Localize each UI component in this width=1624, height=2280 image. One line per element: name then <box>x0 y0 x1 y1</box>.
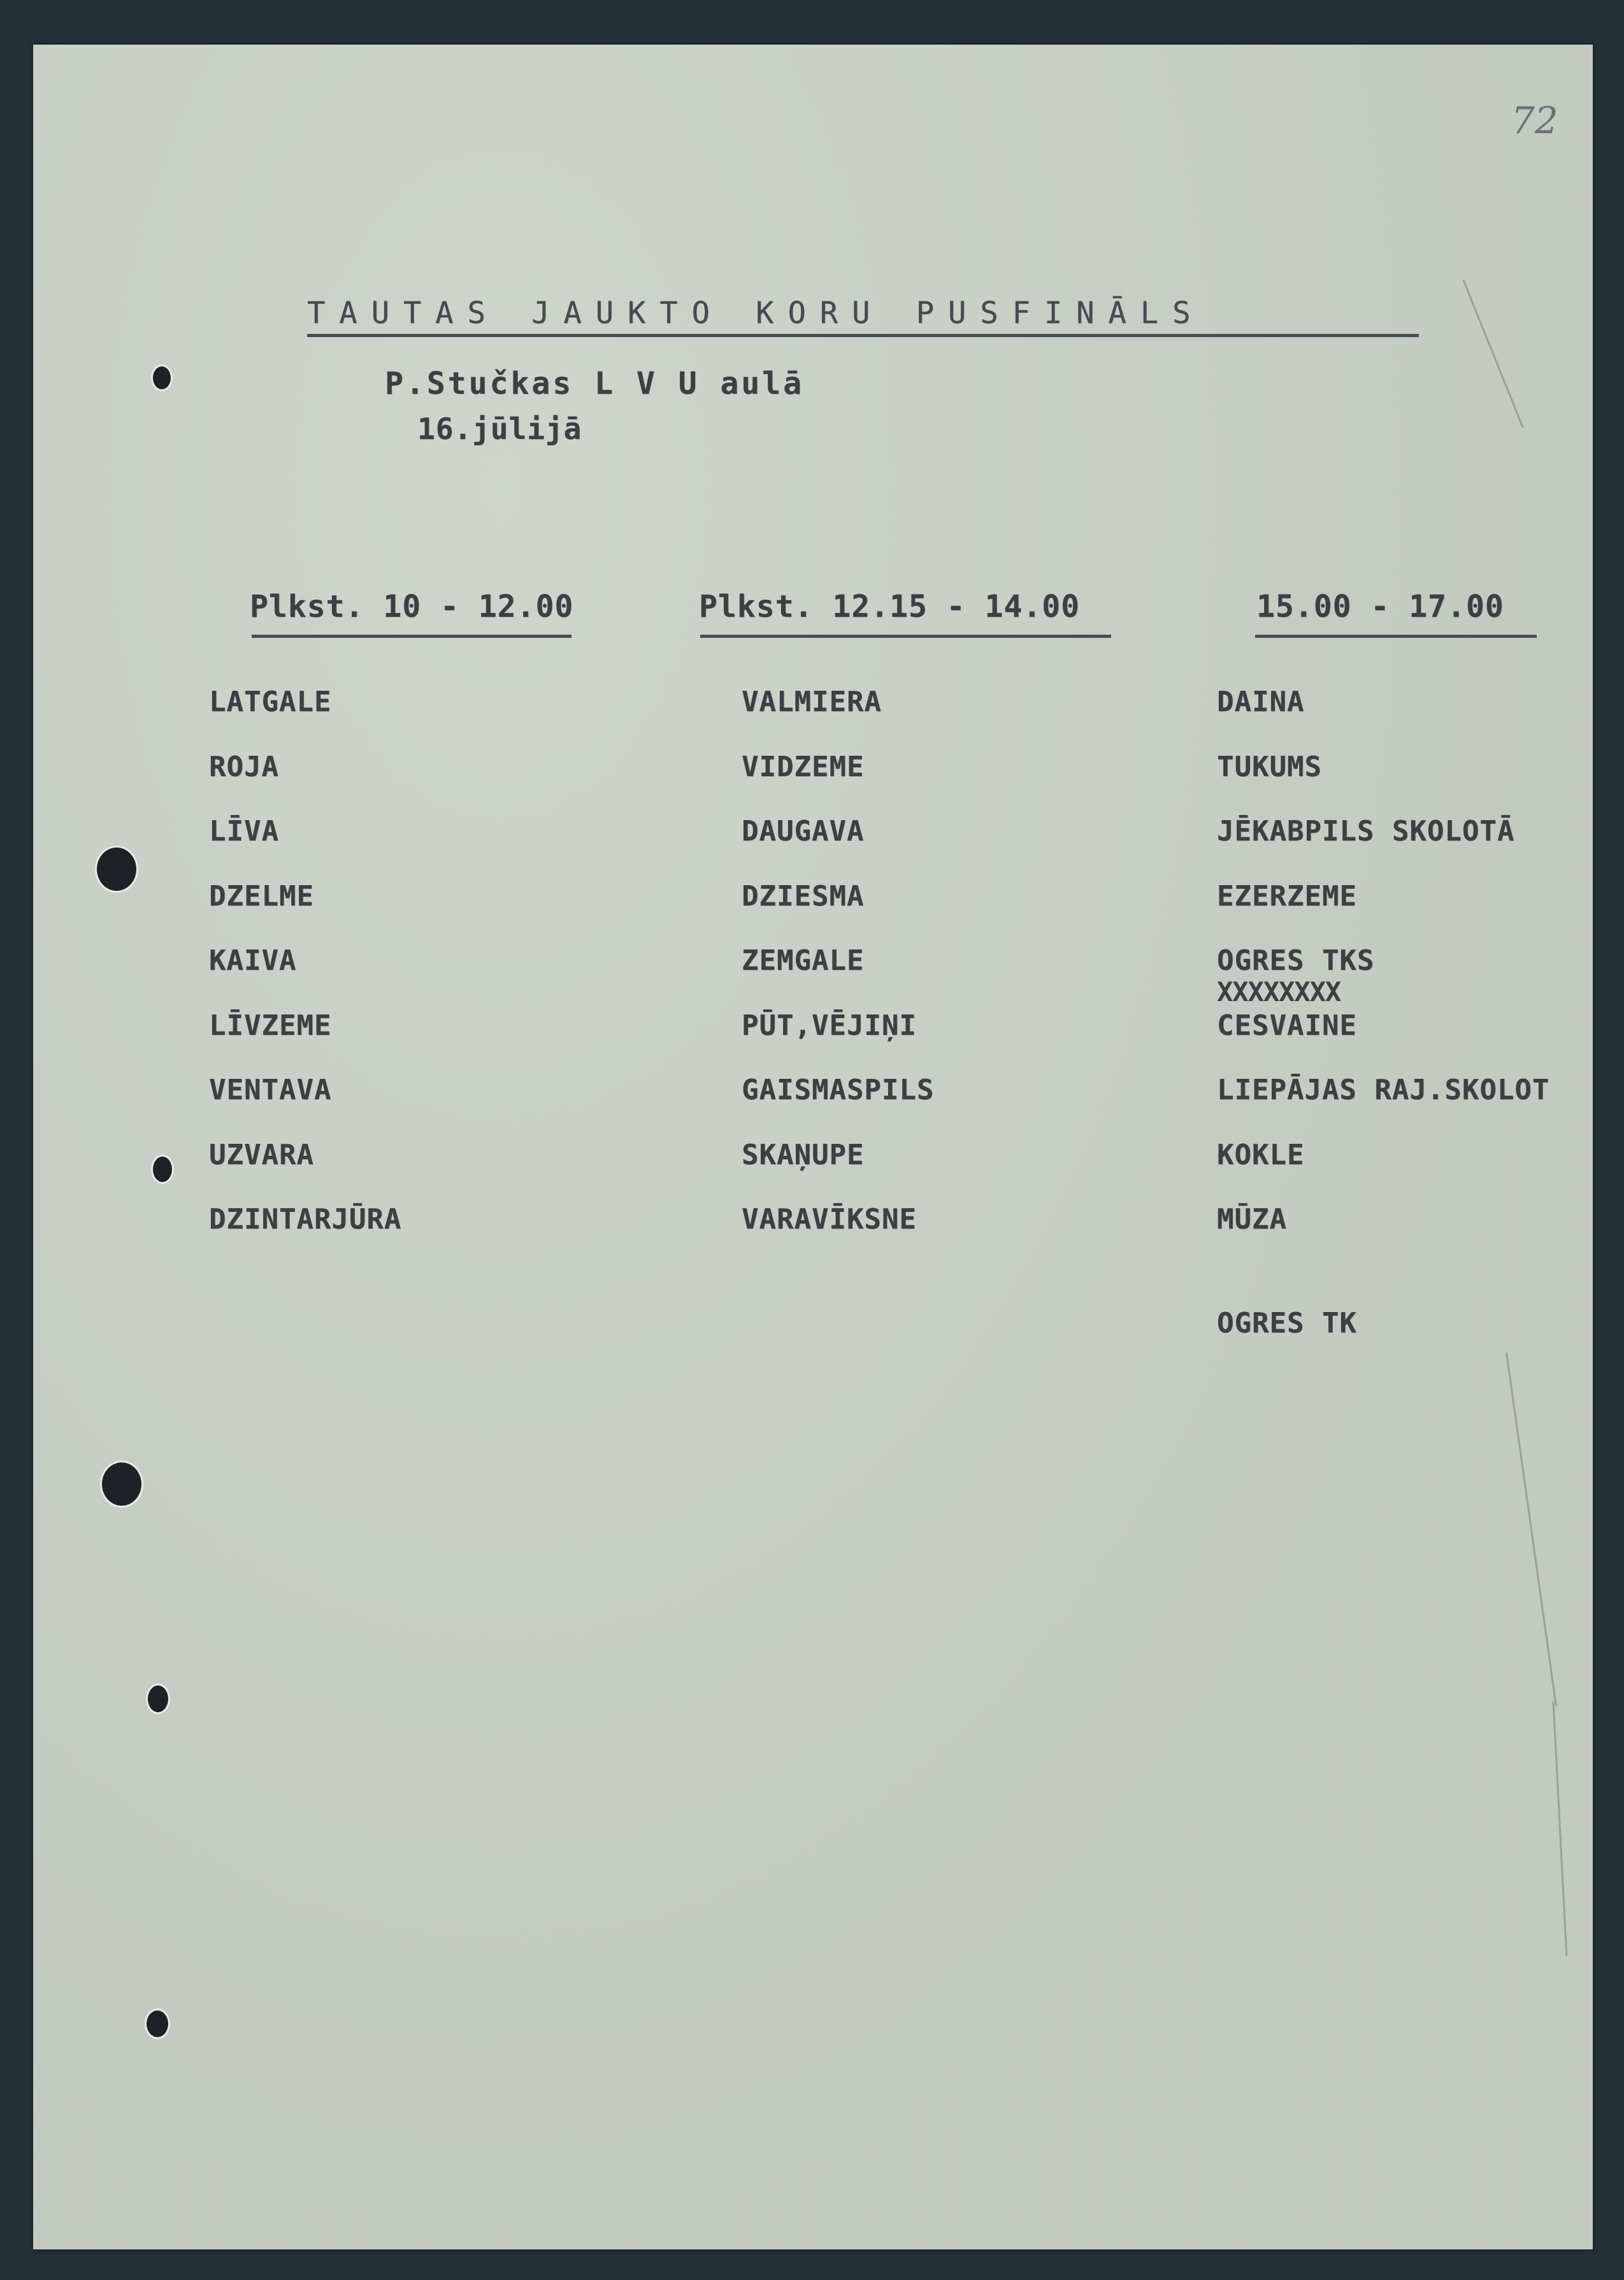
choir-name: MŪZA <box>1217 1203 1287 1236</box>
struck-out-text: XXXXXXXX <box>1217 976 1341 1007</box>
choir-name: DZINTARJŪRA <box>209 1203 402 1236</box>
session-3-time: 15.00 - 17.00 <box>1256 589 1504 624</box>
choir-name: DAINA <box>1217 686 1305 718</box>
paper-crease <box>1462 280 1523 428</box>
choir-name: GAISMASPILS <box>742 1074 935 1106</box>
venue-line: P.Stučkas L V U aulā <box>385 366 804 401</box>
folio-number: 72 <box>1511 99 1558 142</box>
choir-name: SKAŅUPE <box>742 1138 865 1171</box>
choir-name: LĪVZEME <box>209 1009 332 1042</box>
choir-name: KAIVA <box>209 944 297 977</box>
paper-crease <box>1505 1353 1557 1706</box>
punch-hole <box>147 2010 168 2037</box>
session-1-time: Plkst. 10 - 12.00 <box>250 589 574 624</box>
punch-hole <box>148 1685 168 1712</box>
choir-name: DZELME <box>209 879 314 913</box>
choir-name: LATGALE <box>209 686 332 718</box>
title-underline <box>307 334 1419 337</box>
choir-name: LĪVA <box>209 815 279 848</box>
choir-name: DAUGAVA <box>742 815 865 848</box>
choir-name: OGRES TKS <box>1217 944 1375 977</box>
punch-hole <box>153 1157 172 1182</box>
choir-name: CESVAINE <box>1217 1009 1357 1042</box>
choir-name: ROJA <box>209 750 279 783</box>
choir-name: VENTAVA <box>209 1074 332 1106</box>
punch-hole <box>97 848 136 891</box>
document-sheet <box>33 45 1593 2249</box>
date-line: 16.jūlijā <box>417 412 582 446</box>
choir-name: UZVARA <box>209 1138 314 1171</box>
document-title: TAUTAS JAUKTO KORU PUSFINĀLS <box>307 296 1205 331</box>
choir-name: KOKLE <box>1217 1138 1305 1171</box>
session-2-time: Plkst. 12.15 - 14.00 <box>699 589 1080 624</box>
choir-name: VIDZEME <box>742 750 865 783</box>
choir-name: PŪT,VĒJIŅI <box>742 1009 917 1042</box>
choir-name: DZIESMA <box>742 879 865 913</box>
choir-name: TUKUMS <box>1217 750 1322 783</box>
choir-name: ZEMGALE <box>742 944 865 977</box>
choir-name: LIEPĀJAS RAJ.SKOLOT <box>1217 1074 1550 1106</box>
session-3-underline <box>1255 635 1537 638</box>
choir-name: EZERZEME <box>1217 879 1357 913</box>
choir-name: VARAVĪKSNE <box>742 1203 917 1236</box>
paper-crease <box>1553 1701 1568 1956</box>
choir-name: VALMIERA <box>742 686 882 718</box>
choir-name-added: OGRES TK <box>1217 1307 1357 1339</box>
choir-name: JĒKABPILS SKOLOTĀ <box>1217 815 1515 848</box>
punch-hole <box>153 366 171 389</box>
session-2-underline <box>700 635 1111 638</box>
session-1-underline <box>252 635 571 638</box>
punch-hole <box>102 1462 141 1506</box>
